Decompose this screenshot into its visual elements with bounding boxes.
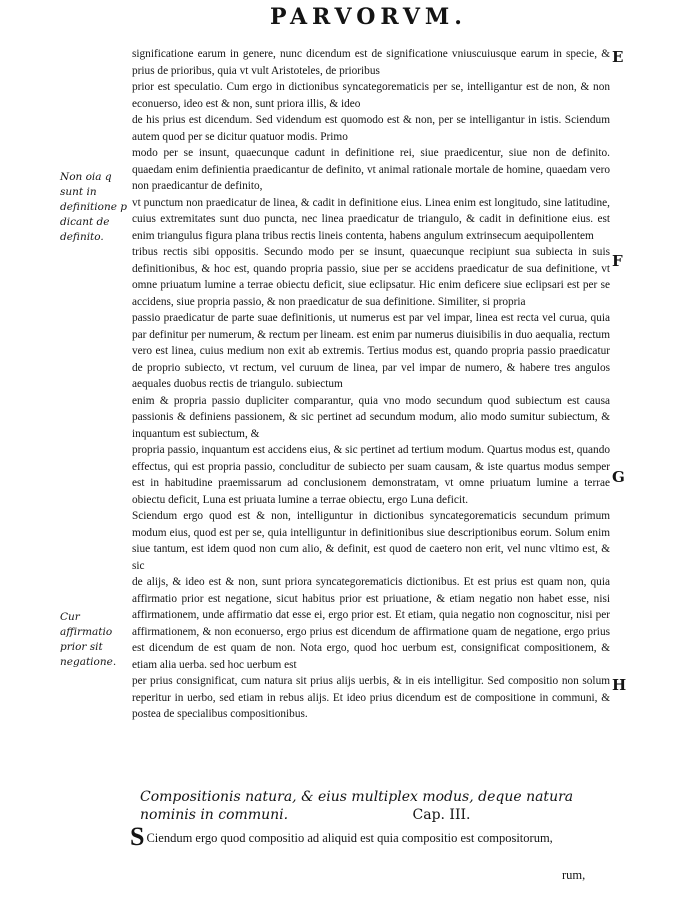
paragraph: Sciendum ergo quod est & non, intelliguntur in dictionibus syncategorematicis secundum primum modum eius, quod est per se, quia intelliguntur in definitionibus siue descriptionibus eorum. Solum enim siue tantum, est idem quod non cum alio, & definit, est quod de caetero non erit, vel nunc vltimo est, & sic — [132, 510, 610, 572]
chapter-title: Compositionis natura, & eius multiplex modus, deque natura nominis in communi. — [140, 789, 574, 823]
margin-letter-h: H — [612, 676, 627, 694]
catchword: rum, — [562, 868, 586, 882]
chapter-opening — [130, 822, 610, 851]
paragraph: significatione earum in genere, nunc dicendum est de significatione vniuscuiusque earum in specie, & prius de prioribus, quia vt vult Aristoteles, de prioribus — [132, 48, 610, 77]
margin-gloss-affirmatio: Cur affirmatio prior sit negatione. — [60, 611, 117, 668]
paragraph: propria passio, inquantum est accidens eius, & sic pertinet ad tertium modum. Quartus modus est, quando effectus, qui est propria passio, concluditur de subiecto per suam causam, & iste quartus modus semper est in habitudine praemissarum ad conclusionem demonstratam, vt omne priuatum lumine a terrae obiectu deficit, Luna est priuata lumine a terrae obiectu, ergo Luna deficit. — [132, 444, 610, 506]
paragraph: per prius consignificat, cum natura sit prius alijs uerbis, & in eis intelligitur. Sed compositio non solum reperitur in uerbo, sed etiam in rebus alijs. Et ideo prius dicendum est de compositione in communi, & postea de specialibus compositionibus. — [132, 675, 610, 720]
main-text-column — [132, 46, 610, 723]
drop-cap: S — [130, 822, 145, 851]
paragraph: de his prius est dicendum. Sed videndum est quomodo est & non, per se intelligantur in istis. Sciendum autem quod per se dicitur quatuor modis. Primo — [132, 114, 610, 143]
opening-text: Ciendum ergo quod compositio ad aliquid est quia compositio est compositorum, — [146, 831, 553, 845]
running-title: PARVORVM. — [270, 4, 467, 30]
paragraph: tribus rectis sibi oppositis. Secundo modo per se insunt, quaecunque recipiunt sua subiecta in suis definitionibus, & hoc est, quando propria passio, siue per se accidens praedicatur de sua definitione, vt omne priuatum lumine a terrae obiectu deficit, siue eclipsatur. Hic enim deficere siue eclipsari est per se accidens, siue propria passio, & non praedicatur de sua definitione. Similiter, si propria — [132, 246, 610, 308]
margin-letter-g: G — [612, 468, 625, 486]
chapter-number: Cap. III. — [412, 807, 471, 823]
margin-letter-f: F — [612, 252, 623, 270]
paragraph: passio praedicatur de parte suae definitionis, ut numerus est par vel impar, linea est recta vel curua, quia par definitur per numerum, & rectum per lineam. est enim par numerus diuisibilis in duo aequalia, rectum vero est linea, cuius medium non exit ab extremis. Tertius modus est, quando propria passio praedicatur de proprio subiecto, vt rectum, vel curuum de linea, par vel impar de numero, & habere tres angulos aequales duobus rectis de triangulo. subiectum — [132, 312, 610, 390]
margin-gloss-definitio: Non oia q sunt in definitione p dicant de definito. — [60, 171, 127, 243]
paragraph: modo per se insunt, quaecunque cadunt in definitione rei, siue praedicentur, siue non de definito. quaedam enim definientia praedicantur de definito, vt animal rationale mortale de homine, quaedam vero non praedicantur de definito, — [132, 147, 610, 192]
paragraph: vt punctum non praedicatur de linea, & cadit in definitione eius. Linea enim est longitudo, sine latitudine, cuius extremitates sunt duo puncta, nec linea praedicatur de triangulo, & cadit in definitione eius. est enim triangulus figura plana tribus rectis lineis contenta, habens angulum extrinsecum aequipollentem — [132, 196, 610, 242]
margin-letter-e: E — [612, 48, 624, 66]
chapter-heading — [140, 788, 610, 824]
paragraph: prior est speculatio. Cum ergo in dictionibus syncategorematicis per se, intelligantur est de non, & non econuerso, ideo est & non, sunt priora illis, & ideo — [132, 81, 610, 110]
paragraph: de alijs, & ideo est & non, sunt priora syncategorematicis dictionibus. Et est prius est quam non, quia affirmatio prior est negatione, sicut habitus prior est priuatione, & etiam negatio non habet esse, nisi affirmationem, unde affirmatio dat esse ei, ergo prior est. Et etiam, quia negatio non cognoscitur, nisi per affirmationem, & non econuerso, ergo prius est dicendum de affirmatione quam de negatione, ergo prius est dicendum de est quam de non. Nota ergo, quod hoc uerbum est, consignificat compositionem, & etiam alia uerba. sed hoc uerbum est — [132, 576, 610, 671]
paragraph: enim & propria passio dupliciter comparantur, quia vno modo secundum quod subiectum est causa passionis & definiens passionem, & sic pertinet ad secundum modum, alio modo sumitur subiectum, & inquantum est subiectum, & — [132, 394, 610, 440]
